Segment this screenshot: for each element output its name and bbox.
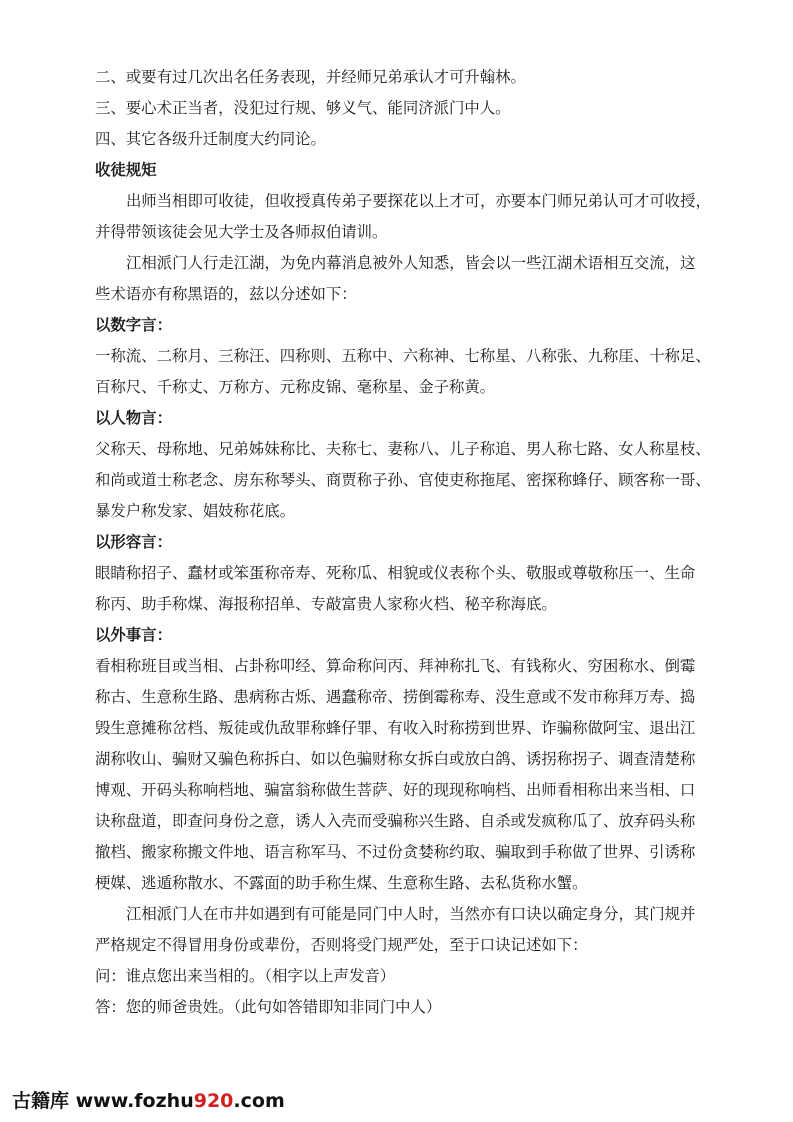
affairs-line-5: 博观、开码头称响档地、骗富翁称做生菩萨、好的现现称响档、出师看相称出来当相、口 [95,781,696,799]
rule-2: 二、或要有过几次出名任务表现，并经师兄弟承认才可升翰林。 [95,68,526,86]
rule-3: 三、要心术正当者，没犯过行规、够义气、能同济派门中人。 [95,99,511,117]
people-line-3: 暴发户称发家、娼妓称花底。 [95,502,296,520]
footer-url-prefix: www.fozhu [69,1090,194,1112]
apprentice-paragraph-2-line-2: 些术语亦有称黑语的，兹以分述如下： [95,285,357,303]
affairs-line-3: 毁生意摊称岔档、叛徒或仇敌罪称蜂仔罪、有收入时称捞到世界、诈骗称做阿宝、退出江 [95,719,696,737]
appearance-line-1: 眼睛称招子、蠢材或笨蛋称帝寿、死称瓜、相貌或仪表称个头、敬服或尊敬称压一、生命 [95,564,696,582]
footer-url-number: 920 [193,1090,234,1112]
apprentice-paragraph-1-line-1: 出师当相即可收徒，但收授真传弟子要探花以上才可，亦要本门师兄弟认可才可收授， [126,192,711,210]
heading-numbers: 以数字言： [95,316,172,334]
password-answer: 答：您的师爸贵姓。（此句如答错即知非同门中人） [95,998,442,1016]
heading-affairs: 以外事言： [95,626,172,644]
footer-site-name: 古籍库 [12,1090,70,1112]
section-title-apprentice-rules: 收徒规矩 [95,161,157,179]
footer-url-suffix: .com [233,1090,285,1112]
closing-line-1: 江相派门人在市井如遇到有可能是同门中人时，当然亦有口诀以确定身分，其门规并 [126,905,696,923]
affairs-line-8: 梗媒、逃遁称散水、不露面的助手称生煤、生意称生路、去私货称水蟹。 [95,874,588,892]
footer-watermark [12,1086,285,1113]
password-question: 问：谁点您出来当相的。（相字以上声发音） [95,967,396,985]
affairs-line-1: 看相称班目或当相、占卦称叩经、算命称问丙、拜神称扎飞、有钱称火、穷困称水、倒霉 [95,657,696,675]
affairs-line-7: 撤档、搬家称搬文件地、语言称军马、不过份贪婪称约取、骗取到手称做了世界、引诱称 [95,843,696,861]
heading-people: 以人物言： [95,409,172,427]
document-body [95,62,735,1023]
apprentice-paragraph-2-line-1: 江相派门人行走江湖，为免内幕消息被外人知悉，皆会以一些江湖术语相互交流，这 [126,254,696,272]
closing-line-2: 严格规定不得冒用身份或辈份，否则将受门规严处，至于口诀记述如下： [95,936,588,954]
rule-4: 四、其它各级升迁制度大约同论。 [95,130,326,148]
people-line-1: 父称天、母称地、兄弟姊妹称比、夫称七、妻称八、儿子称追、男人称七路、女人称星枝、 [95,440,711,458]
affairs-line-2: 称古、生意称生路、患病称古烁、遇蠢称帝、捞倒霉称寿、没生意或不发市称拜万寿、捣 [95,688,696,706]
appearance-line-2: 称丙、助手称煤、海报称招单、专敲富贵人家称火档、秘辛称海底。 [95,595,557,613]
affairs-line-4: 湖称收山、骗财又骗色称拆白、如以色骗财称女拆白或放白鸽、诱拐称拐子、调查清楚称 [95,750,696,768]
numbers-line-1: 一称流、二称月、三称汪、四称则、五称中、六称神、七称星、八称张、九称厓、十称足、 [95,347,711,365]
affairs-line-6: 诀称盘道，即查问身份之意，诱人入壳而受骗称兴生路、自杀或发疯称瓜了、放弃码头称 [95,812,696,830]
numbers-line-2: 百称尺、千称丈、万称方、元称皮锦、毫称星、金子称黄。 [95,378,496,396]
heading-appearance: 以形容言： [95,533,172,551]
people-line-2: 和尚或道士称老念、房东称琴头、商贾称子孙、官使吏称拖尾、密探称蜂仔、顾客称一哥、 [95,471,711,489]
apprentice-paragraph-1-line-2: 并得带领该徒会见大学士及各师叔伯请训。 [95,223,388,241]
